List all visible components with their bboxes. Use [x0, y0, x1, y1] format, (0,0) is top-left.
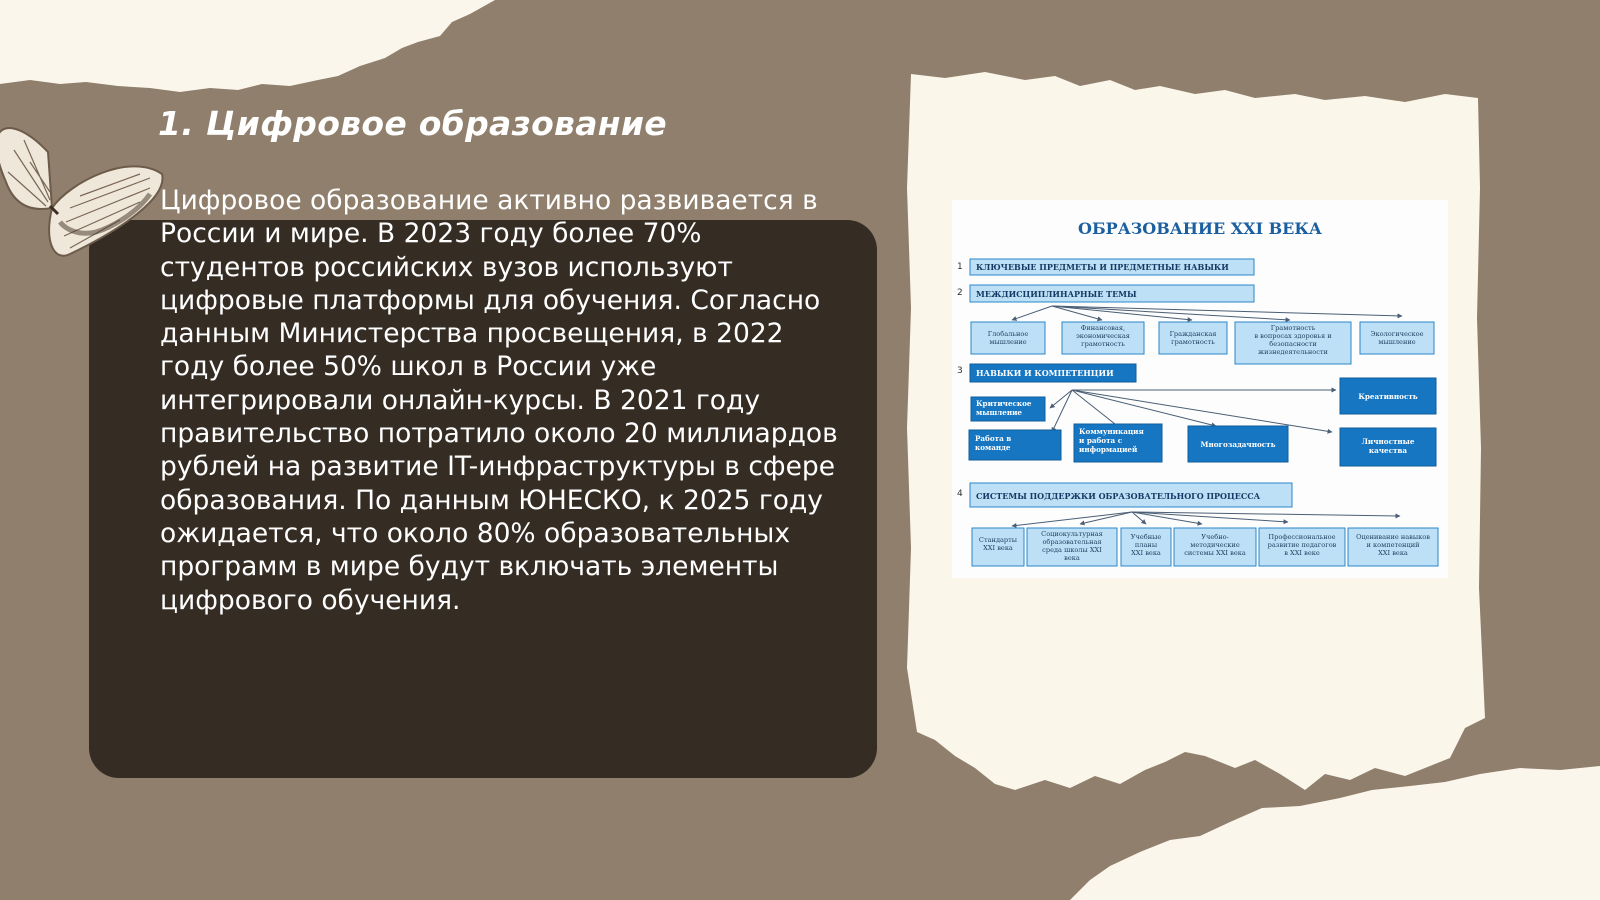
section-2-number: 2: [957, 288, 963, 298]
svg-text:Креативность: Креативность: [1358, 392, 1418, 401]
svg-text:Многозадачность: Многозадачность: [1200, 440, 1276, 449]
skill-box: [1074, 424, 1162, 462]
svg-text:Коммуникацияи работа синформац: Коммуникация и работа с информацией: [1079, 427, 1144, 454]
butterfly-icon: [0, 112, 170, 272]
svg-text:Экологическоемышление: Экологическое мышление: [1370, 330, 1424, 346]
skill-box: [1340, 378, 1436, 414]
system-box: [1348, 528, 1438, 566]
section-1-label: КЛЮЧЕВЫЕ ПРЕДМЕТЫ И ПРЕДМЕТНЫЕ НАВЫКИ: [976, 262, 1229, 272]
svg-text:Социокультурнаяобразовательная: Социокультурная образовательная среда школы XXI века: [1041, 530, 1103, 562]
section-4-label: СИСТЕМЫ ПОДДЕРЖКИ ОБРАЗОВАТЕЛЬНОГО ПРОЦЕССА: [976, 491, 1261, 501]
svg-text:Гражданскаяграмотность: Гражданская грамотность: [1169, 330, 1217, 346]
system-box: [1174, 528, 1256, 566]
system-box: [972, 528, 1024, 566]
svg-text:Оценивание навыкови компетенци: Оценивание навыков и компетенций XXI века: [1356, 533, 1430, 557]
svg-text:Финансовая,экономическаяграмот: Финансовая, экономическая грамотность: [1076, 324, 1130, 348]
diagram-svg: [952, 200, 1448, 578]
top-left-torn-paper: [0, 0, 495, 92]
skill-box: [969, 430, 1061, 460]
section-3-number: 3: [957, 366, 963, 376]
svg-text:Грамотностьв вопросах здоровья: Грамотность в вопросах здоровья и безопасности жизнедеятельности: [1254, 324, 1332, 356]
theme-box: [971, 322, 1045, 354]
svg-text:Профессиональноеразвитие педаг: Профессиональное развитие педагогов в XXI веке: [1267, 533, 1337, 557]
education-diagram: [952, 200, 1448, 578]
skill-box: [971, 397, 1045, 421]
system-box: [1027, 528, 1117, 566]
section-1-number: 1: [957, 262, 963, 272]
svg-text:Учебно-методическиесистемы XXI: Учебно-методические системы XXI века: [1184, 533, 1246, 557]
section-3-label: НАВЫКИ И КОМПЕТЕНЦИИ: [976, 368, 1114, 378]
section-4-number: 4: [957, 489, 963, 499]
svg-text:СтандартыXXI века: Стандарты XXI века: [978, 536, 1018, 552]
system-box: [1121, 528, 1171, 566]
theme-box: [1062, 322, 1144, 354]
slide-title: 1. Цифровое образование: [158, 104, 667, 143]
section-2-label: МЕЖДИСЦИПЛИНАРНЫЕ ТЕМЫ: [976, 289, 1137, 299]
svg-text:Критическоемышление: Критическое мышление: [976, 399, 1032, 417]
svg-text:Личностныекачества: Личностные качества: [1361, 437, 1415, 455]
svg-text:Работа вкоманде: Работа в команде: [975, 434, 1012, 452]
slide-body-text: Цифровое образование активно развивается в России и мире. В 2023 году более 70% студентов российских вузов используют цифровые платформы для обучения. Согласно данным Министерства просвещения, в 2022 году более 50% школ в России уже интегрировали онлайн-курсы. В 2021 году правительство потратило около 20 миллиардов рублей на развитие IT-инфраструктуры в сфере образования. По данным ЮНЕСКО, к 2025 году ожидается, что около 80% образовательных программ в мире будут включать элементы цифрового обучения.: [160, 185, 838, 616]
theme-box: [1235, 322, 1351, 364]
skill-box: [1188, 426, 1288, 462]
svg-text:Глобальноемышление: Глобальное мышление: [987, 330, 1029, 346]
diagram-title: ОБРАЗОВАНИЕ XXI ВЕКА: [1078, 219, 1322, 238]
system-box: [1259, 528, 1345, 566]
skill-box: [1340, 428, 1436, 466]
svg-text:УчебныепланыXXI века: Учебные планы XXI века: [1130, 533, 1162, 557]
theme-box: [1360, 322, 1434, 354]
theme-box: [1159, 322, 1227, 354]
